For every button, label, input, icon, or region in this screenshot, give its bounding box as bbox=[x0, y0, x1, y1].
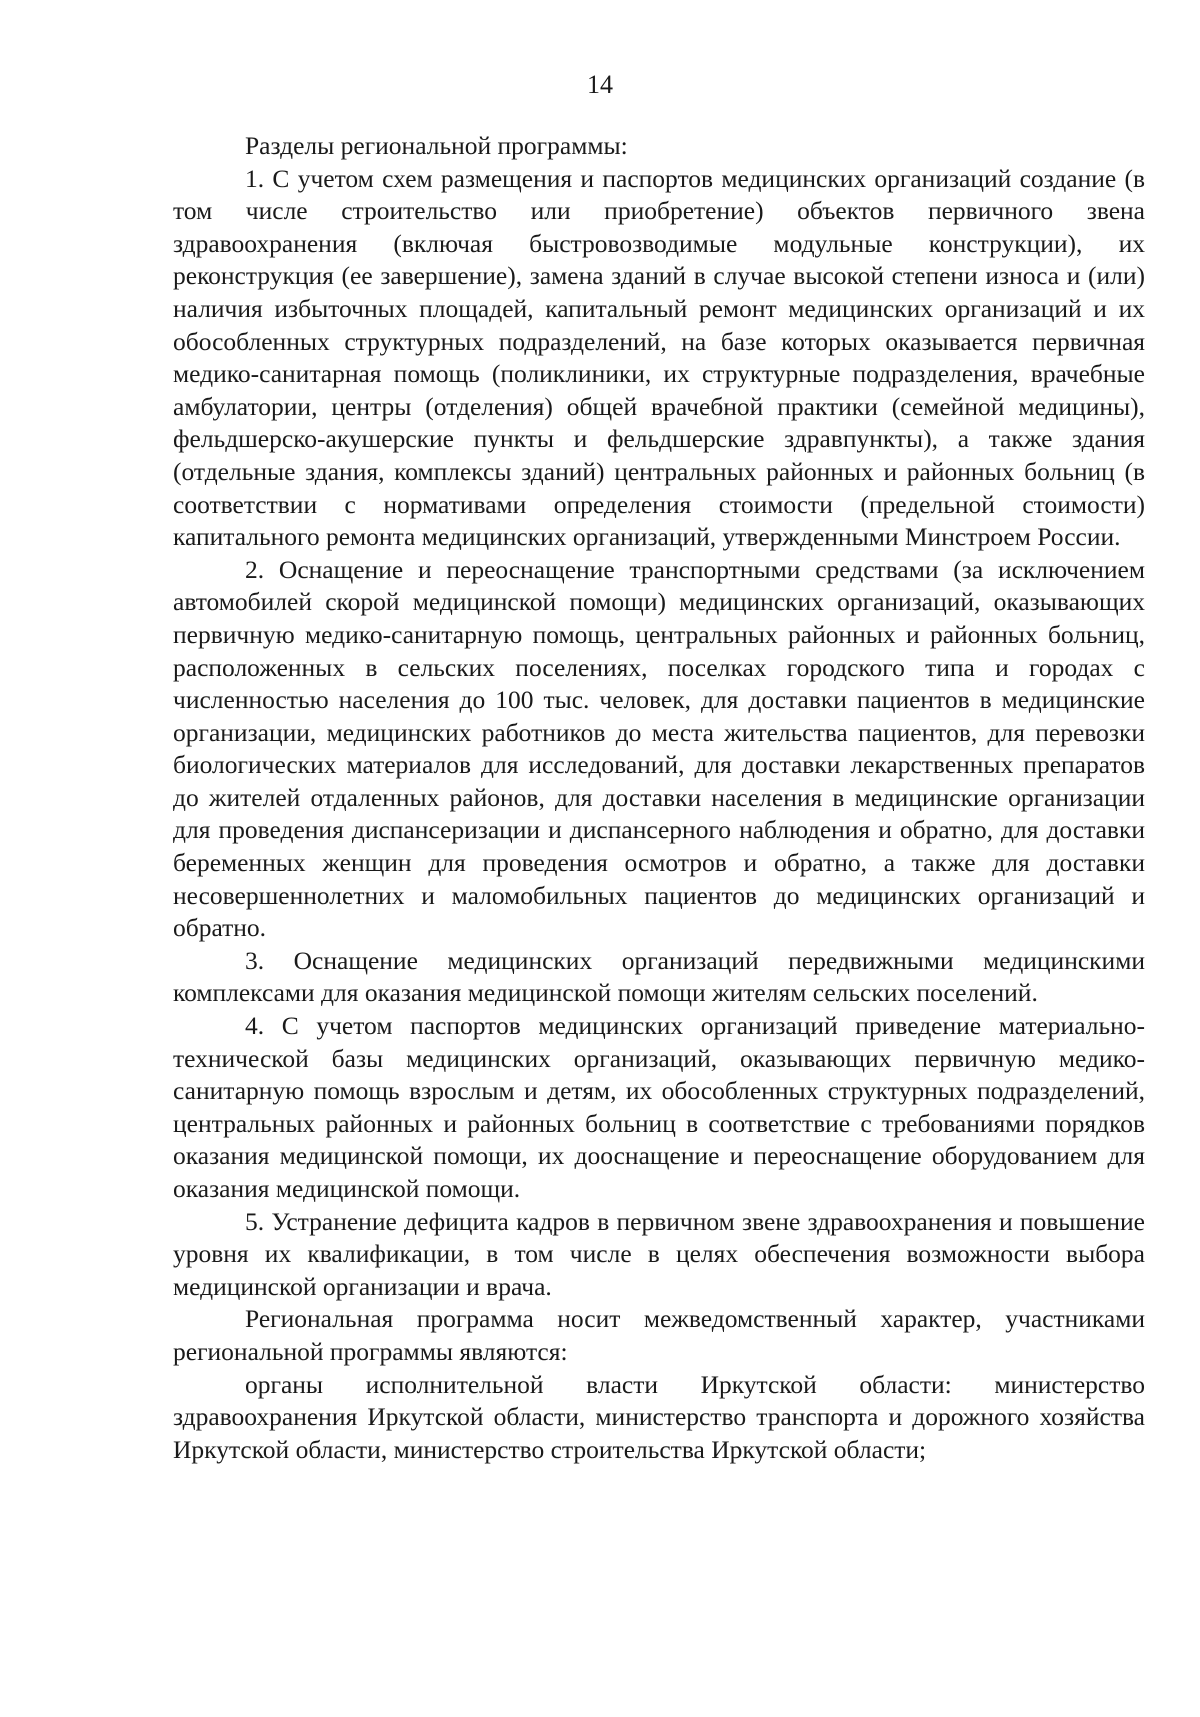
document-body bbox=[173, 130, 1145, 1466]
page-number: 14 bbox=[587, 70, 613, 99]
paragraph-item-5: 5. Устранение дефицита кадров в первичном звене здравоохранения и повышение уровня их квалификации, в том числе в целях обеспечения возможности выбора медицинской организации и врача. bbox=[173, 1206, 1145, 1301]
paragraph-item-1: 1. С учетом схем размещения и паспортов медицинских организаций создание (в том числе строительство или приобретение) объектов первичного звена здравоохранения (включая быстровозводимые модульные конструкции), их реконструкция (ее завершение), замена зданий в случае высокой степени износа и (или) наличия избыточных площадей, капитальный ремонт медицинских организаций и их обособленных структурных подразделений, на базе которых оказывается первичная медико-санитарная помощь (поликлиники, их структурные подразделения, врачебные амбулатории, центры (отделения) общей врачебной практики (семейной медицины), фельдшерско-акушерские пункты и фельдшерские здравпункты), а также здания (отдельные здания, комплексы зданий) центральных районных и районных больниц (в соответствии с нормативами определения стоимости (предельной стоимости) капитального ремонта медицинских организаций, утвержденными Минстроем России. bbox=[173, 163, 1145, 552]
paragraph-sections-heading: Разделы региональной программы: bbox=[245, 131, 628, 160]
paragraph-item-3: 3. Оснащение медицинских организаций передвижными медицинскими комплексами для оказания медицинской помощи жителям сельских поселений. bbox=[173, 945, 1145, 1008]
paragraph-item-2: 2. Оснащение и переоснащение транспортными средствами (за исключением автомобилей скорой медицинской помощи) медицинских организаций, оказывающих первичную медико-санитарную помощь, центральных районных и районных больниц, расположенных в сельских поселениях, поселках городского типа и городах с численностью населения до 100 тыс. человек, для доставки пациентов в медицинские организации, медицинских работников до места жительства пациентов, для перевозки биологических материалов для исследований, для доставки лекарственных препаратов до жителей отдаленных районов, для доставки населения в медицинские организации для проведения диспансеризации и диспансерного наблюдения и обратно, для доставки беременных женщин для проведения осмотров и обратно, а также для доставки несовершеннолетних и маломобильных пациентов до медицинских организаций и обратно. bbox=[173, 554, 1145, 943]
paragraph-item-4: 4. С учетом паспортов медицинских организаций приведение материально-технической базы медицинских организаций, оказывающих первичную медико-санитарную помощь взрослым и детям, их обособленных структурных подразделений, центральных районных и районных больниц в соответствие с требованиями порядков оказания медицинской помощи, их дооснащение и переоснащение оборудованием для оказания медицинской помощи. bbox=[173, 1011, 1145, 1203]
paragraph-participants: органы исполнительной власти Иркутской области: министерство здравоохранения Иркутской области, министерство транспорта и дорожного хозяйства Иркутской области, министерство строительства Иркутской области; bbox=[173, 1369, 1145, 1464]
paragraph-program-character: Региональная программа носит межведомственный характер, участниками региональной программы являются: bbox=[173, 1304, 1145, 1366]
